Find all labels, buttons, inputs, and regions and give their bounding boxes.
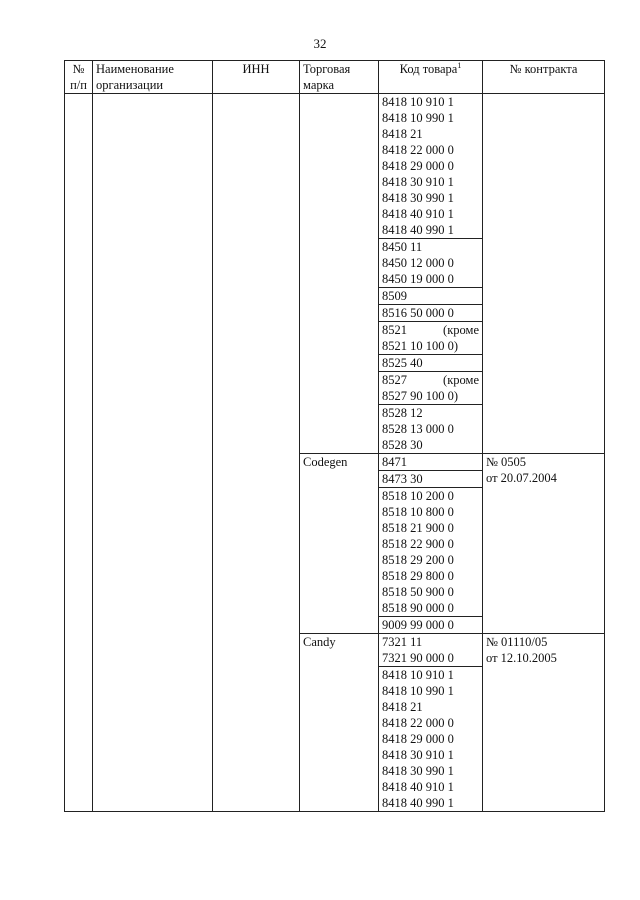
contract-number: № 0505 bbox=[486, 455, 527, 469]
product-code: 8518 22 900 0 bbox=[382, 537, 454, 551]
product-code: 8516 50 000 0 bbox=[382, 306, 454, 320]
contract-number: № 01110/05 bbox=[486, 635, 548, 649]
organization-cell bbox=[93, 94, 213, 812]
product-code: 8518 90 000 0 bbox=[382, 601, 454, 615]
header-contract-number: № контракта bbox=[483, 61, 605, 94]
product-code: 8418 30 990 1 bbox=[382, 191, 454, 205]
goods-register-table bbox=[64, 60, 605, 812]
product-code: 8473 30 bbox=[382, 472, 423, 486]
product-code: 8418 10 910 1 bbox=[382, 95, 454, 109]
product-code: 8450 19 000 0 bbox=[382, 272, 454, 286]
product-code: 8525 40 bbox=[382, 356, 423, 370]
footnote-marker: 1 bbox=[457, 60, 462, 70]
product-code: 8521 10 100 0) bbox=[382, 339, 459, 353]
brand-cell bbox=[300, 634, 379, 812]
row-number-cell bbox=[65, 94, 93, 812]
product-code: 8528 13 000 0 bbox=[382, 422, 454, 436]
contract-cell bbox=[483, 94, 605, 454]
product-code: 8418 21 bbox=[382, 700, 423, 714]
product-code: 8527 90 100 0) bbox=[382, 389, 459, 403]
product-code: 8418 29 000 0 bbox=[382, 159, 454, 173]
header-product-code: Код товара$^1$ bbox=[379, 61, 483, 94]
product-code: 7321 11 bbox=[382, 635, 423, 649]
brand-name: Candy bbox=[303, 635, 336, 649]
product-code: 8528 12 bbox=[382, 406, 423, 420]
product-code: 8450 12 000 0 bbox=[382, 256, 454, 270]
table-row bbox=[65, 94, 605, 239]
product-code: 8518 29 800 0 bbox=[382, 569, 454, 583]
product-code-cell bbox=[379, 322, 483, 355]
contract-date: от 20.07.2004 bbox=[486, 471, 557, 485]
product-code-cell bbox=[379, 617, 483, 634]
page-number: 32 bbox=[313, 36, 327, 51]
product-code: 8418 40 910 1 bbox=[382, 780, 454, 794]
table-header-row bbox=[65, 61, 605, 94]
product-code-cell bbox=[379, 94, 483, 239]
brand-name: Codegen bbox=[303, 455, 348, 469]
product-code-cell bbox=[379, 667, 483, 812]
inn-cell bbox=[213, 94, 300, 812]
product-code-exception: 8527 (кроме bbox=[382, 373, 479, 387]
product-code: 8509 bbox=[382, 289, 407, 303]
product-code-cell bbox=[379, 239, 483, 288]
contract-cell bbox=[483, 634, 605, 812]
product-code-cell bbox=[379, 471, 483, 488]
product-code: 8418 22 000 0 bbox=[382, 716, 454, 730]
product-code-cell bbox=[379, 355, 483, 372]
header-inn: ИНН bbox=[213, 61, 300, 94]
product-code-cell bbox=[379, 405, 483, 454]
brand-cell bbox=[300, 94, 379, 454]
product-code: 7321 90 000 0 bbox=[382, 651, 454, 665]
header-organization: Наименование организации bbox=[93, 61, 213, 94]
product-code: 8418 30 910 1 bbox=[382, 175, 454, 189]
product-code: 8418 10 910 1 bbox=[382, 668, 454, 682]
brand-cell bbox=[300, 454, 379, 634]
product-code: 8418 22 000 0 bbox=[382, 143, 454, 157]
product-code: 8418 10 990 1 bbox=[382, 684, 454, 698]
product-code: 8418 10 990 1 bbox=[382, 111, 454, 125]
product-code: 8528 30 bbox=[382, 438, 423, 452]
product-code: 8518 10 200 0 bbox=[382, 489, 454, 503]
product-code: 8518 50 900 0 bbox=[382, 585, 454, 599]
contract-date: от 12.10.2005 bbox=[486, 651, 557, 665]
header-number: № п/п bbox=[65, 61, 93, 94]
product-code: 9009 99 000 0 bbox=[382, 618, 454, 632]
product-code: 8518 29 200 0 bbox=[382, 553, 454, 567]
product-code-cell bbox=[379, 288, 483, 305]
product-code-exception: 8521 (кроме bbox=[382, 323, 479, 337]
product-code: 8418 40 990 1 bbox=[382, 223, 454, 237]
product-code-cell bbox=[379, 634, 483, 667]
product-code: 8471 bbox=[382, 455, 407, 469]
product-code: 8418 29 000 0 bbox=[382, 732, 454, 746]
product-code-cell bbox=[379, 454, 483, 471]
product-code: 8518 21 900 0 bbox=[382, 521, 454, 535]
product-code: 8418 21 bbox=[382, 127, 423, 141]
product-code: 8518 10 800 0 bbox=[382, 505, 454, 519]
product-code-cell bbox=[379, 372, 483, 405]
product-code: 8450 11 bbox=[382, 240, 423, 254]
product-code: 8418 40 910 1 bbox=[382, 207, 454, 221]
product-code: 8418 30 910 1 bbox=[382, 748, 454, 762]
product-code-cell bbox=[379, 488, 483, 617]
product-code: 8418 40 990 1 bbox=[382, 796, 454, 810]
product-code: 8418 30 990 1 bbox=[382, 764, 454, 778]
header-brand: Торговая марка bbox=[300, 61, 379, 94]
product-code-cell bbox=[379, 305, 483, 322]
contract-cell bbox=[483, 454, 605, 634]
